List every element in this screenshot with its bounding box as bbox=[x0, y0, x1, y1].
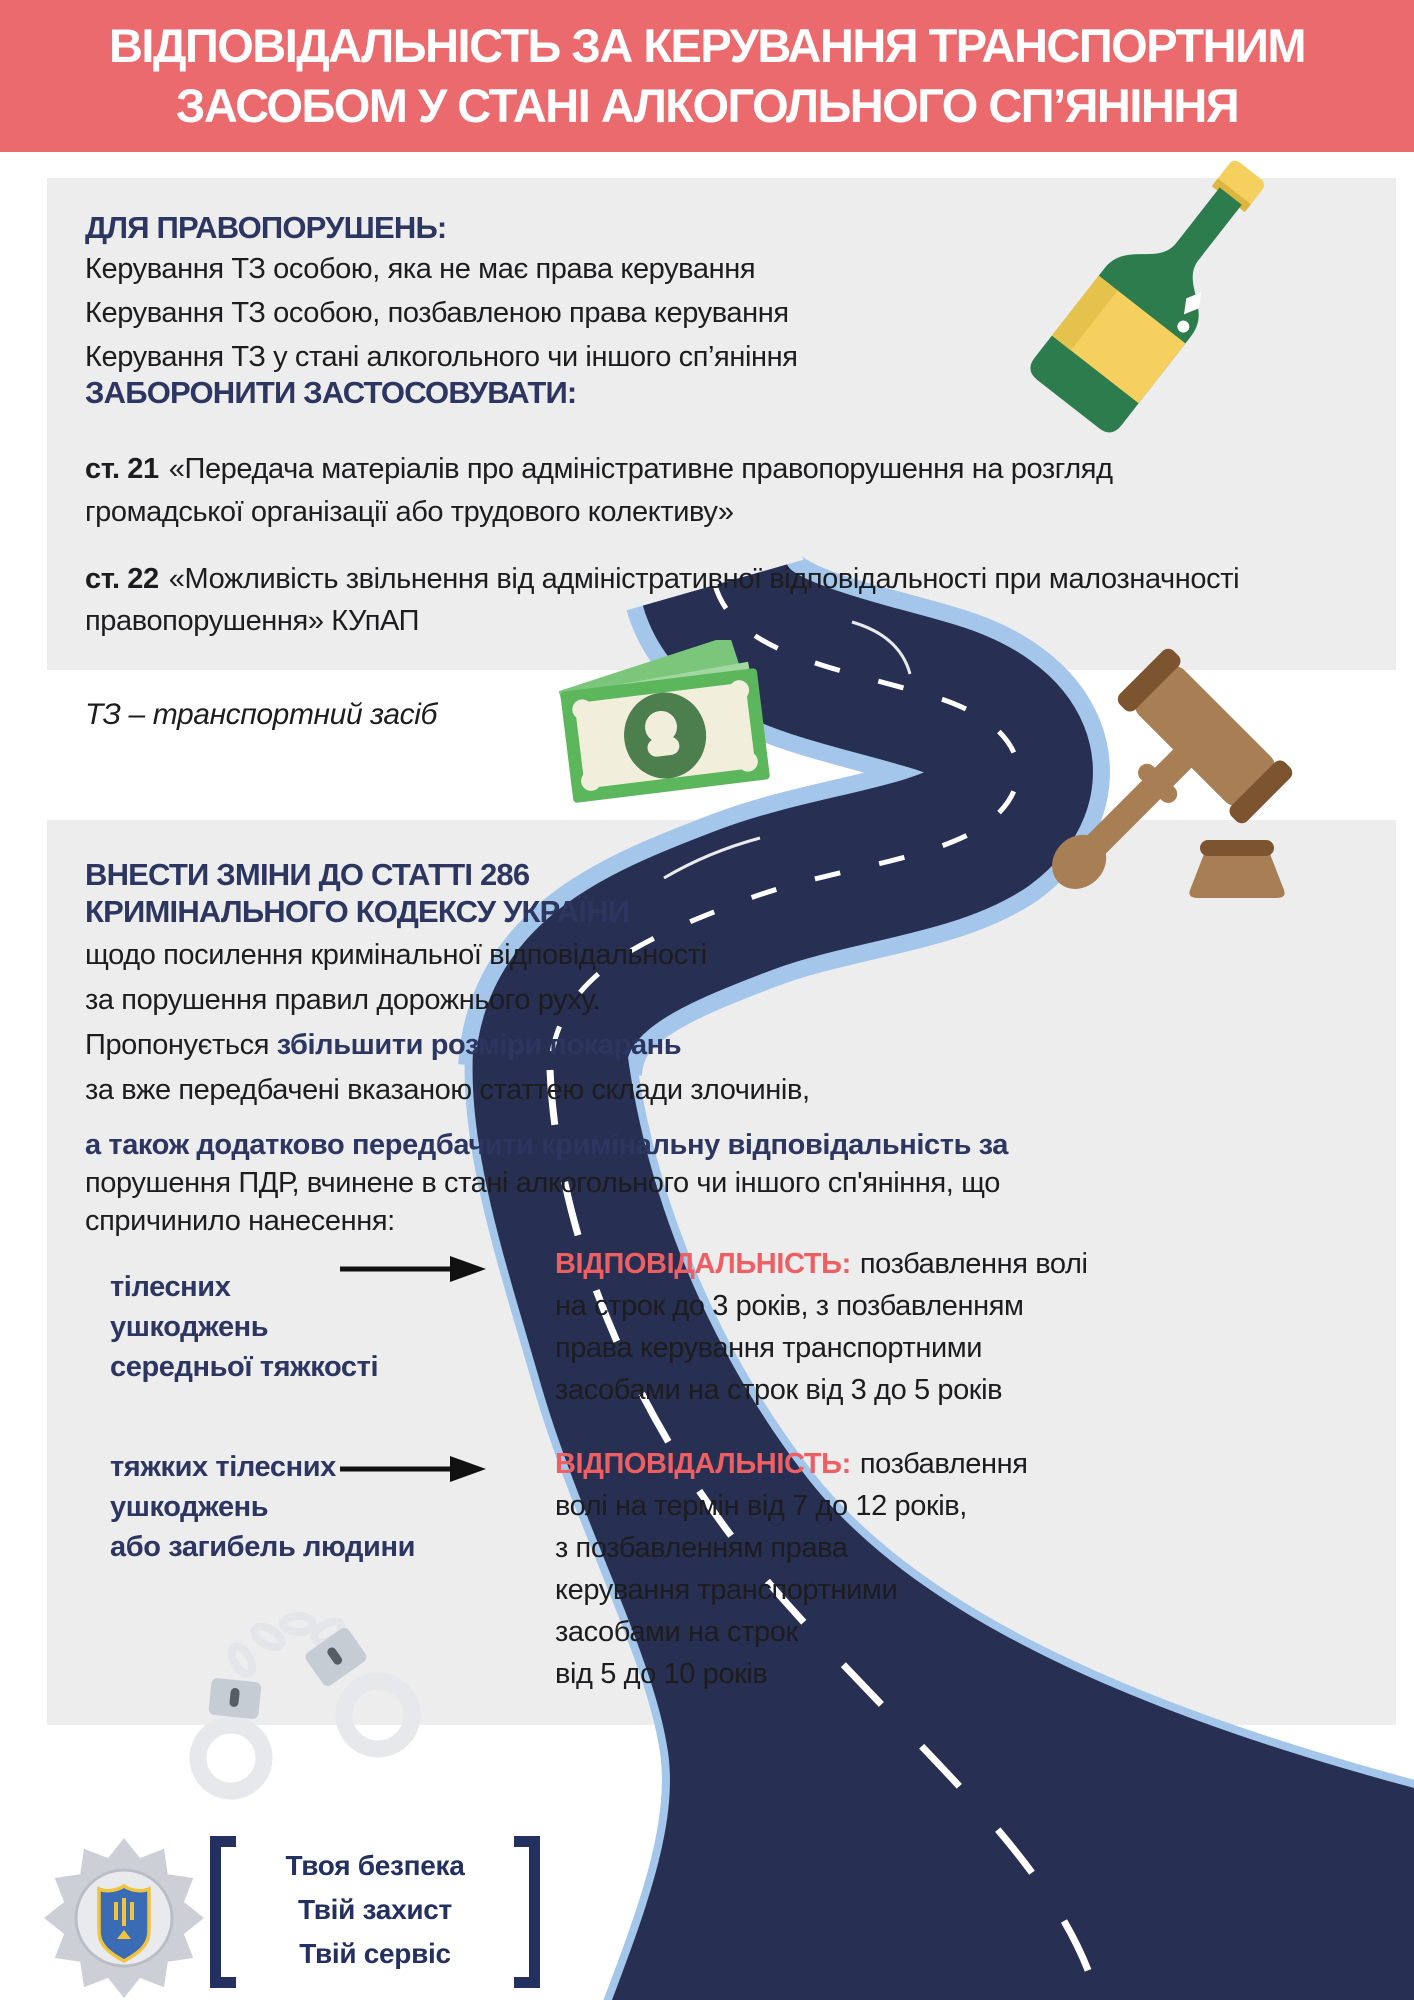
section2-heading-line1: ВНЕСТИ ЗМІНИ ДО СТАТТІ 286 bbox=[85, 857, 530, 892]
page-title-line1: ВІДПОВІДАЛЬНІСТЬ ЗА КЕРУВАННЯ ТРАНСПОРТНИМ bbox=[108, 19, 1306, 72]
case1-condition-line: тілесних bbox=[110, 1271, 231, 1303]
case1-penalty-line: на строк до 3 років, з позбавленням bbox=[555, 1290, 1024, 1322]
article-22-text: «Можливість звільнення від адміністративної відповідальності при малозначності bbox=[168, 563, 1240, 595]
case2-penalty-line: засобами на строк bbox=[555, 1616, 798, 1648]
right-bracket-icon bbox=[514, 1836, 540, 1988]
page-title-line2: ЗАСОБОМ У СТАНІ АЛКОГОЛЬНОГО СП’ЯНІННЯ bbox=[175, 79, 1239, 132]
slogan-line: Твій захист bbox=[298, 1894, 452, 1925]
slogan-text-block bbox=[240, 1844, 510, 1976]
case2-penalty-label: ВІДПОВІДАЛЬНІСТЬ: bbox=[555, 1448, 851, 1480]
case2-penalty-line: волі на термін від 7 до 12 років, bbox=[555, 1490, 967, 1522]
arrow-right-icon bbox=[338, 1252, 488, 1286]
violation-line: Керування ТЗ особою, яка не має права керування bbox=[85, 253, 756, 285]
section2-heading-line2: КРИМІНАЛЬНОГО КОДЕКСУ УКРАЇНИ bbox=[85, 894, 630, 929]
case1-condition-line: середньої тяжкості bbox=[110, 1351, 379, 1383]
case1-penalty-label: ВІДПОВІДАЛЬНІСТЬ: bbox=[555, 1248, 851, 1280]
section1-heading: ДЛЯ ПРАВОПОРУШЕНЬ: bbox=[85, 210, 447, 245]
header-banner bbox=[0, 0, 1414, 152]
case1-penalty-line: засобами на строк від 3 до 5 років bbox=[555, 1374, 1003, 1406]
case2-condition-line: тяжких тілесних bbox=[110, 1451, 336, 1483]
wine-bottle-icon bbox=[1005, 128, 1305, 458]
section2-paragraph-line: порушення ПДР, вчинене в стані алкогольного чи іншого сп'яніння, що bbox=[85, 1167, 1000, 1199]
footer-slogan bbox=[210, 1836, 540, 1988]
section2-paragraph-line: за порушення правил дорожнього руху. bbox=[85, 984, 601, 1016]
violation-line: Керування ТЗ у стані алкогольного чи іншого сп’яніння bbox=[85, 341, 798, 373]
left-bracket-icon bbox=[210, 1836, 236, 1988]
article-21-line2: громадської організації або трудового колективу» bbox=[85, 496, 734, 528]
section1-subheading: ЗАБОРОНИТИ ЗАСТОСОВУВАТИ: bbox=[85, 375, 577, 410]
violation-line: Керування ТЗ особою, позбавленою права керування bbox=[85, 297, 789, 329]
case2-condition-line: ушкоджень bbox=[110, 1491, 269, 1523]
article-22-line2: правопорушення» КУпАП bbox=[85, 605, 420, 637]
case2-penalty-line bbox=[555, 1447, 1028, 1481]
proposal-normal-text: Пропонується bbox=[85, 1029, 277, 1061]
abbreviation-note: ТЗ – транспортний засіб bbox=[85, 698, 438, 731]
section2-paragraph-line: за вже передбачені вказаною статтею склади злочинів, bbox=[85, 1074, 810, 1106]
section2-paragraph-line: щодо посилення кримінальної відповідальності bbox=[85, 939, 707, 971]
arrow-right-icon bbox=[338, 1452, 488, 1486]
case1-condition-line: ушкоджень bbox=[110, 1311, 269, 1343]
case1-penalty-line: права керування транспортними bbox=[555, 1332, 983, 1364]
case1-penalty-text: позбавлення волі bbox=[859, 1248, 1088, 1280]
section2-paragraph-line bbox=[85, 1028, 681, 1062]
proposal-bold-text: збільшити розміри покарань bbox=[276, 1029, 682, 1061]
section2-paragraph-line: спричинило нанесення: bbox=[85, 1205, 395, 1237]
money-icon bbox=[535, 640, 785, 830]
article-21-number: ст. 21 bbox=[85, 453, 159, 485]
police-badge-icon bbox=[42, 1836, 207, 2000]
article-21-line1 bbox=[85, 452, 1113, 486]
slogan-line: Твоя безпека bbox=[285, 1850, 465, 1881]
slogan-line: Твій сервіс bbox=[299, 1938, 451, 1969]
additional-liability-bold-line: а також додатково передбачити кримінальну відповідальність за bbox=[85, 1129, 1009, 1161]
article-22-line1 bbox=[85, 562, 1239, 596]
case1-penalty-line bbox=[555, 1247, 1088, 1281]
gavel-icon bbox=[1050, 640, 1310, 905]
case2-penalty-text: позбавлення bbox=[859, 1448, 1028, 1480]
article-22-number: ст. 22 bbox=[85, 563, 159, 595]
handcuffs-icon bbox=[180, 1582, 430, 1807]
article-21-text: «Передача матеріалів про адміністративне правопорушення на розгляд bbox=[168, 453, 1113, 485]
case2-penalty-line: з позбавленням права bbox=[555, 1532, 848, 1564]
case2-penalty-line: керування транспортними bbox=[555, 1574, 898, 1606]
case2-penalty-line: від 5 до 10 років bbox=[555, 1658, 768, 1690]
case2-condition-line: або загибель людини bbox=[110, 1531, 416, 1563]
